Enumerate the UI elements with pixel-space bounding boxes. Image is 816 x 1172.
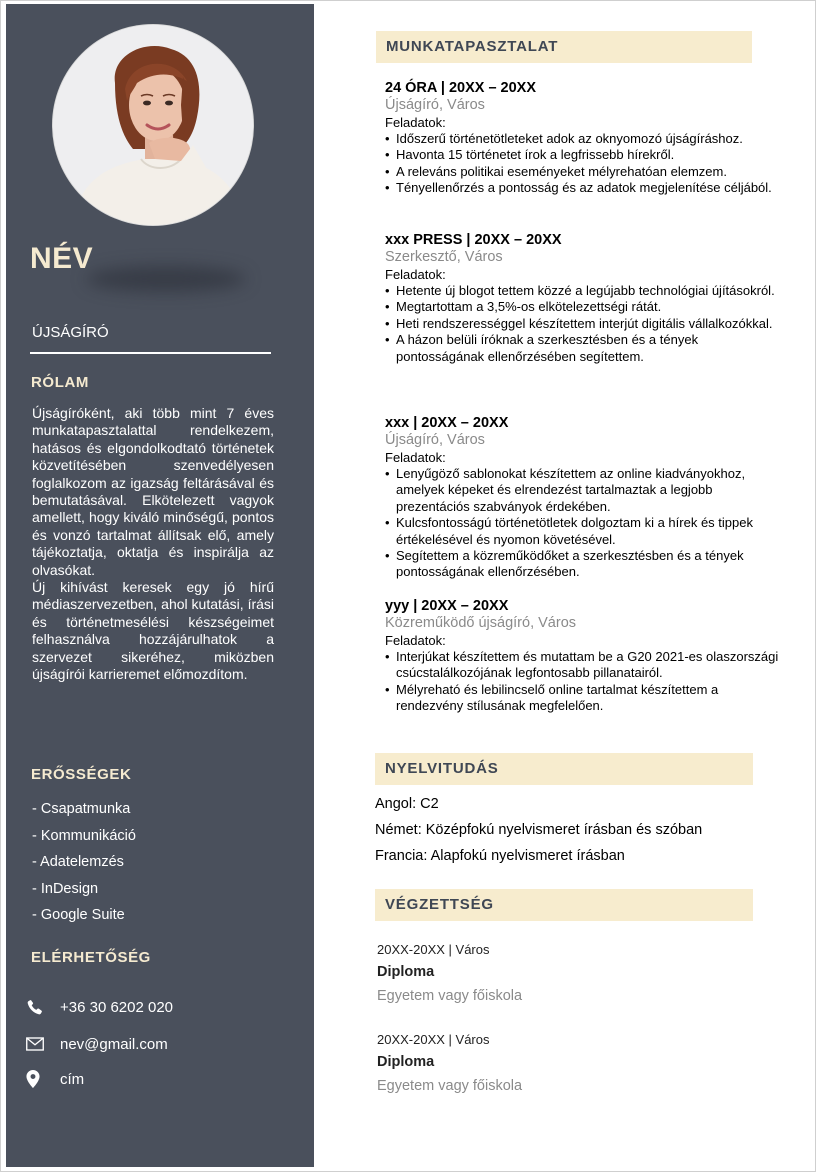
sidebar bbox=[6, 4, 314, 1167]
strength-item: - InDesign bbox=[32, 880, 99, 897]
list-item: • Mélyreható és lebilincselő online tartalmat készítettem a rendezvény stílusának megfelelően. bbox=[385, 682, 785, 715]
language-item: Francia: Alapfokú nyelvismeret írásban bbox=[375, 848, 625, 864]
contact-address: cím bbox=[60, 1070, 85, 1088]
job-subtitle: Újságíró, Város bbox=[385, 97, 485, 113]
list-item: • Heti rendszerességgel készítettem interjút digitális vállalkozókkal. bbox=[385, 316, 785, 332]
list-item: • A releváns politikai eseményeket mélyrehatóan elemzem. bbox=[385, 164, 785, 180]
experience-heading: MUNKATAPASZTALAT bbox=[376, 31, 752, 63]
list-item: • Segítettem a közreműködőket a szerkesztésben és a tények pontosságának ellenőrzésében. bbox=[385, 548, 785, 581]
language-item: Angol: C2 bbox=[375, 796, 439, 812]
list-item: • Interjúkat készítettem és mutattam be a G20 2021-es olaszországi csúcstalálkozójának legfontosabb pillanatairól. bbox=[385, 649, 785, 682]
job-entry bbox=[385, 80, 785, 197]
contact-address-row bbox=[26, 1069, 84, 1089]
job-entry bbox=[385, 598, 785, 715]
list-item: • Lenyűgöző sablonokat készítettem az online kiadványokhoz, amelyek képeket és elrendezést tartalmaztak a legjobb prezentációs szabványok érdekében. bbox=[385, 466, 785, 515]
strength-item: - Google Suite bbox=[32, 907, 125, 923]
job-entry bbox=[385, 415, 785, 581]
job-title: xxx | 20XX – 20XX bbox=[385, 415, 509, 431]
language-item: Német: Középfokú nyelvismeret írásban és szóban bbox=[375, 822, 703, 838]
contact-email-row bbox=[26, 1034, 168, 1054]
job-tasks-list bbox=[385, 283, 785, 365]
strength-item: - Adatelemzés bbox=[32, 854, 124, 870]
job-tasks-label: Feladatok: bbox=[385, 450, 446, 465]
job-title: xxx PRESS | 20XX – 20XX bbox=[385, 232, 562, 248]
location-pin-icon bbox=[26, 1070, 60, 1088]
main-content bbox=[314, 0, 816, 1172]
job-tasks-label: Feladatok: bbox=[385, 267, 446, 282]
phone-icon bbox=[26, 998, 60, 1016]
job-tasks-label: Feladatok: bbox=[385, 115, 446, 130]
list-item: • Időszerű történetötleteket adok az oknyomozó újságíráshoz. bbox=[385, 131, 785, 147]
education-date: 20XX-20XX | Város bbox=[377, 942, 490, 957]
education-school: Egyetem vagy főiskola bbox=[377, 988, 523, 1004]
contact-email[interactable]: nev@gmail.com bbox=[60, 1035, 168, 1053]
strength-item: - Csapatmunka bbox=[32, 801, 131, 817]
contact-phone-row bbox=[26, 997, 173, 1017]
education-entry bbox=[377, 1032, 522, 1095]
education-heading: VÉGZETTSÉG bbox=[375, 889, 753, 921]
about-paragraph-1: Újságíróként, aki több mint 7 éves munkatapasztalattal rendelkezem, hatásos és elgondolkodtató történetek közvetítésében szenvedélyesen foglalkozom az igazság feltárásával és bemutatásával. Elkötelezett vagyok amellett, hogy kiváló minőségű, pontos és vonzó tartalmat állítsak elő, amely tájékoztatja, oktatja és inspirálja az olvasókat. bbox=[32, 405, 274, 578]
job-subtitle: Közreműködő újságíró, Város bbox=[385, 615, 577, 631]
contact-phone[interactable]: +36 30 6202 020 bbox=[60, 998, 174, 1016]
education-degree: Diploma bbox=[377, 1054, 435, 1070]
education-degree: Diploma bbox=[377, 964, 435, 980]
contact-heading: ELÉRHETŐSÉG bbox=[31, 949, 151, 966]
sidebar-divider bbox=[30, 352, 271, 354]
job-tasks-list bbox=[385, 649, 785, 715]
list-item: • Hetente új blogot tettem közzé a legújabb technológiai újításokról. bbox=[385, 283, 785, 299]
job-title: yyy | 20XX – 20XX bbox=[385, 598, 509, 614]
about-paragraph-2: Új kihívást keresek egy jó hírű médiaszervezetben, ahol kutatási, írási és történetmesélési készségeimet felhasználva hozzájárulhatok a szervezet sikeréhez, miközben újságírói karrieremet előmozdítom. bbox=[32, 579, 275, 683]
education-school: Egyetem vagy főiskola bbox=[377, 1078, 523, 1094]
about-heading: RÓLAM bbox=[31, 374, 89, 391]
list-item: • Kulcsfontosságú történetötletek dolgoztam ki a hírek és tippek értékelésével és nyomon követésével. bbox=[385, 515, 785, 548]
education-date: 20XX-20XX | Város bbox=[377, 1032, 490, 1047]
job-tasks-list bbox=[385, 131, 785, 197]
strengths-list bbox=[32, 796, 136, 929]
person-name: NÉV bbox=[30, 242, 94, 275]
mail-icon bbox=[26, 1037, 60, 1051]
job-tasks-label: Feladatok: bbox=[385, 633, 446, 648]
profile-photo bbox=[53, 25, 253, 225]
education-entry bbox=[377, 942, 522, 1005]
job-entry bbox=[385, 232, 785, 365]
job-role: ÚJSÁGÍRÓ bbox=[32, 324, 109, 341]
languages-heading: NYELVITUDÁS bbox=[375, 753, 753, 785]
strengths-heading: ERŐSSÉGEK bbox=[31, 766, 132, 783]
job-tasks-list bbox=[385, 466, 785, 581]
job-subtitle: Újságíró, Város bbox=[385, 432, 485, 448]
about-text bbox=[32, 405, 274, 684]
list-item: • Tényellenőrzés a pontosság és az adatok megjelenítése céljából. bbox=[385, 180, 785, 196]
list-item: • A házon belüli íróknak a szerkesztésben és a tények pontosságának ellenőrzésében segítettem. bbox=[385, 332, 785, 365]
list-item: • Megtartottam a 3,5%-os elkötelezettségi rátát. bbox=[385, 299, 785, 315]
portrait-image bbox=[53, 25, 253, 225]
list-item: • Havonta 15 történetet írok a legfrissebb hírekről. bbox=[385, 147, 785, 163]
job-subtitle: Szerkesztő, Város bbox=[385, 249, 503, 265]
job-title: 24 ÓRA | 20XX – 20XX bbox=[385, 80, 537, 96]
name-shadow-decoration bbox=[86, 266, 246, 292]
strength-item: - Kommunikáció bbox=[32, 827, 136, 844]
